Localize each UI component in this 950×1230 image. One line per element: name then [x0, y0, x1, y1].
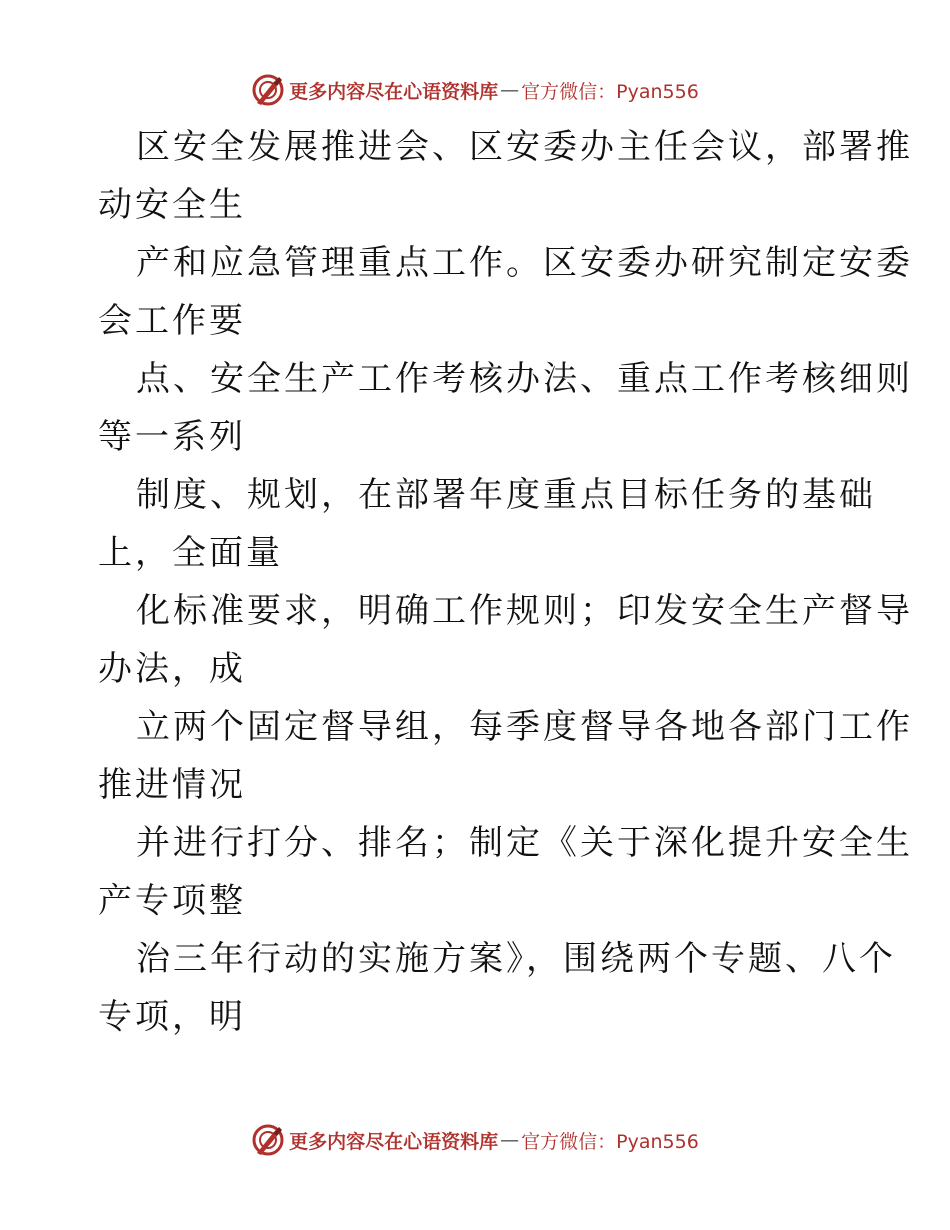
banner-contact: 官方微信：Pyan556: [521, 1130, 699, 1153]
banner-separator: —: [500, 79, 520, 101]
banner-contact: 官方微信：Pyan556: [521, 80, 699, 103]
text-line: 上，全面量: [98, 533, 283, 573]
text-line: 产专项整: [98, 881, 246, 921]
text-line: 会工作要: [98, 301, 246, 341]
text-line: 并进行打分、排名；制定《关于深化提升安全生: [136, 823, 913, 863]
text-line: 治三年行动的实施方案》，围绕两个专题、八个: [136, 939, 896, 979]
banner-separator: —: [500, 1129, 520, 1151]
text-line: 产和应急管理重点工作。区安委办研究制定安委: [136, 243, 913, 283]
text-line: 等一系列: [98, 417, 246, 457]
header-banner: [0, 70, 950, 110]
footer-banner: [0, 1120, 950, 1160]
text-line: 推进情况: [98, 765, 246, 805]
text-line: 区安全发展推进会、区安委办主任会议，部署推: [136, 127, 913, 167]
pen-logo-icon: [251, 1123, 285, 1157]
pen-logo-icon: [251, 73, 285, 107]
text-line: 立两个固定督导组，每季度督导各地各部门工作: [136, 707, 913, 747]
text-line: 点、安全生产工作考核办法、重点工作考核细则: [136, 359, 913, 399]
banner-title: 更多内容尽在心语资料库: [289, 80, 499, 103]
text-line: 办法，成: [98, 649, 246, 689]
text-line: 动安全生: [98, 185, 246, 225]
text-line: 专项，明: [98, 997, 246, 1037]
text-line: 化标准要求，明确工作规则；印发安全生产督导: [136, 591, 913, 631]
text-line: 制度、规划，在部署年度重点目标任务的基础: [136, 475, 876, 515]
document-body: [98, 118, 913, 1046]
banner-title: 更多内容尽在心语资料库: [289, 1130, 499, 1153]
